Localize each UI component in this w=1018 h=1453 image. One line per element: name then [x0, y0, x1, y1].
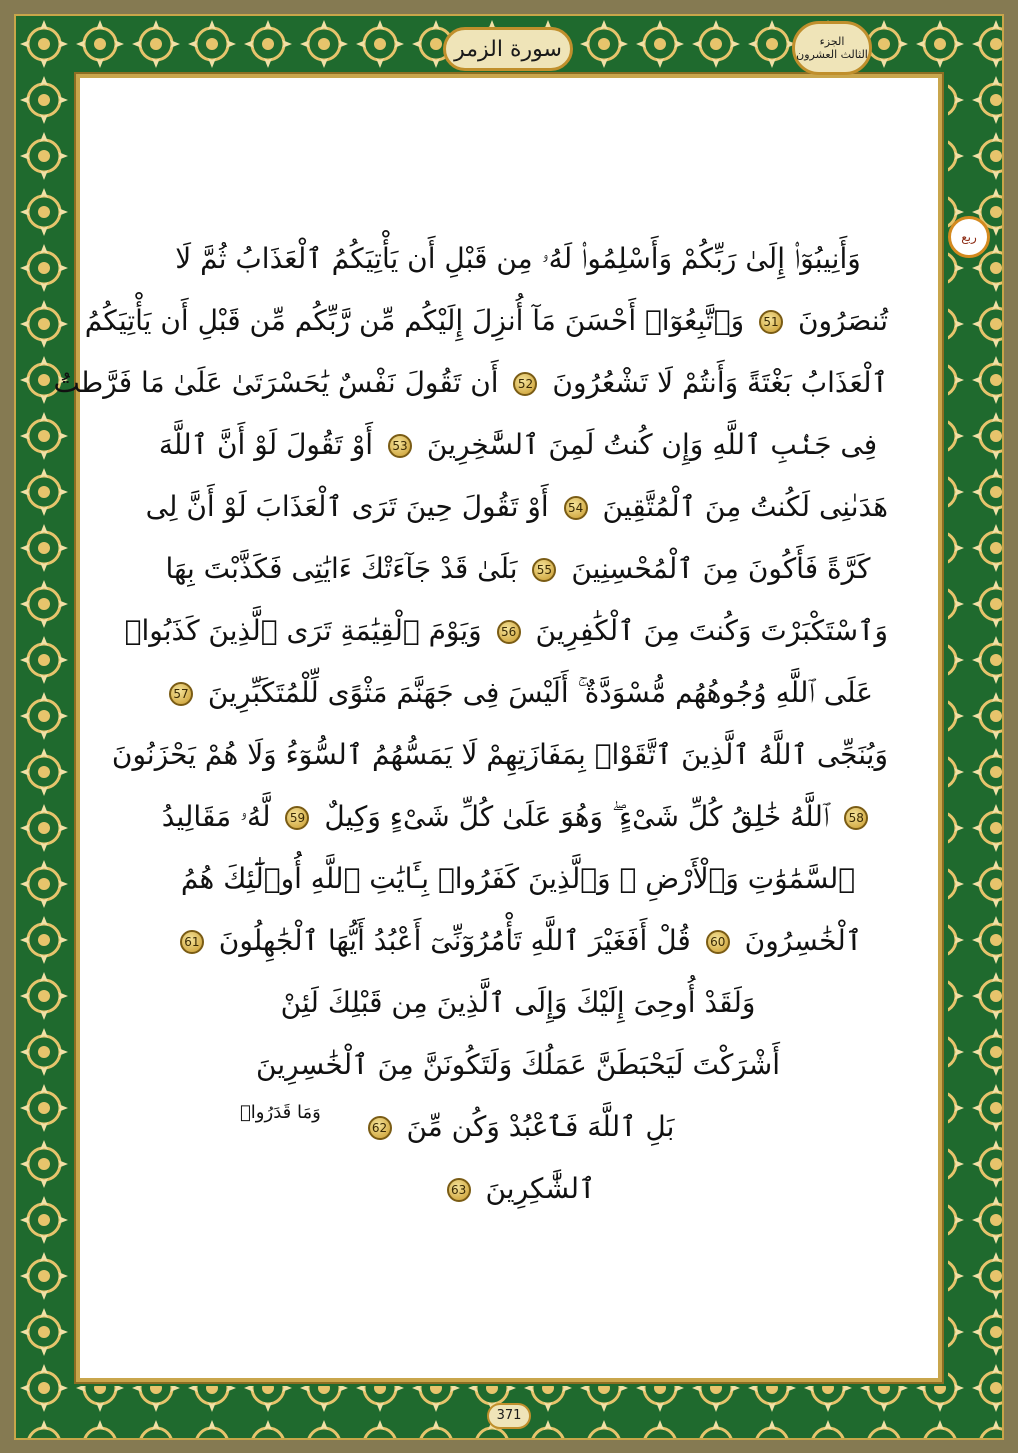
- ayah-number: 58: [844, 806, 868, 830]
- page-number: 371: [487, 1403, 531, 1429]
- ayah-number: 61: [180, 930, 204, 954]
- verse-line: [148, 538, 888, 600]
- verse-text: وَيَوْمَ ٱلْقِيَٰمَةِ تَرَى ٱلَّذِينَ كَذَبُوا۟: [124, 614, 482, 647]
- ayah-number: 62: [368, 1116, 392, 1140]
- verse-line: [148, 848, 888, 910]
- ayah-number: 51: [759, 310, 783, 334]
- juz-label: [792, 21, 872, 75]
- verse-text: وَٱتَّبِعُوٓا۟ أَحْسَنَ مَآ أُنزِلَ إِلَيْكُم مِّن رَّبِّكُم مِّن قَبْلِ أَن يَأْتِيَكُمُ: [84, 304, 745, 337]
- verse-line: [124, 600, 888, 662]
- verse-line: [145, 476, 888, 538]
- ayah-number: 59: [285, 806, 309, 830]
- juz-label-line1: الجزء: [819, 35, 845, 48]
- verse-text: هَدَىٰنِى لَكُنتُ مِنَ ٱلْمُتَّقِينَ: [602, 490, 888, 523]
- verse-text: عَلَى ٱللَّهِ وُجُوهُهُم مُّسْوَدَّةٌ ۚ أَلَيْسَ فِى جَهَنَّمَ مَثْوًى لِّلْمُتَكَبِّرِينَ: [207, 676, 874, 709]
- ayah-number: 56: [497, 620, 521, 644]
- verse-text: ٱلسَّمَٰوَٰتِ وَٱلْأَرْضِ ۗ وَٱلَّذِينَ كَفَرُوا۟ بِـَٔايَٰتِ ٱللَّهِ أُو۟لَٰٓئِكَ هُمُ: [180, 862, 856, 895]
- juz-label-line2: الثالث العشرون: [796, 48, 868, 61]
- catchword: وَمَا قَدَرُوا۟: [240, 1102, 321, 1123]
- ayah-number: 53: [388, 434, 412, 458]
- verse-text: أَن تَقُولَ نَفْسٌ يَٰحَسْرَتَىٰ عَلَىٰ مَا فَرَّطتُ: [53, 366, 499, 399]
- verse-text: وَيُنَجِّى ٱللَّهُ ٱلَّذِينَ ٱتَّقَوْا۟ بِمَفَازَتِهِمْ لَا يَمَسُّهُمُ ٱلسُّوٓءُ وَلَا هُمْ يَحْزَنُونَ: [111, 738, 888, 771]
- ayah-number: 55: [532, 558, 556, 582]
- ayah-number: 54: [564, 496, 588, 520]
- verse-text: لَّهُۥ مَقَالِيدُ: [161, 800, 271, 833]
- verse-text: وَٱسْتَكْبَرْتَ وَكُنتَ مِنَ ٱلْكَٰفِرِينَ: [535, 614, 888, 647]
- surah-title: سورة الزمر: [443, 27, 573, 71]
- verse-text: أَوْ تَقُولَ لَوْ أَنَّ ٱللَّهَ: [158, 428, 374, 461]
- verse-line: [148, 662, 888, 724]
- verse-line: [148, 972, 888, 1034]
- verse-line: [148, 228, 888, 290]
- verse-line: [84, 290, 888, 352]
- verse-text: وَأَنِيبُوٓا۟ إِلَىٰ رَبِّكُمْ وَأَسْلِمُوا۟ لَهُۥ مِن قَبْلِ أَن يَأْتِيَكُمُ ٱلْعَذَابُ ثُمَّ لَا: [175, 242, 861, 275]
- verse-text: كَرَّةً فَأَكُونَ مِنَ ٱلْمُحْسِنِينَ: [571, 552, 871, 585]
- verse-line: [148, 1034, 888, 1096]
- verse-line: [148, 786, 888, 848]
- ayah-number: 63: [447, 1178, 471, 1202]
- verse-line: [148, 414, 888, 476]
- verse-text: فِى جَنۢبِ ٱللَّهِ وَإِن كُنتُ لَمِنَ ٱلسَّٰخِرِينَ: [426, 428, 878, 461]
- verse-text: ٱلْعَذَابُ بَغْتَةً وَأَنتُمْ لَا تَشْعُرُونَ: [552, 366, 888, 399]
- verse-text: تُنصَرُونَ: [797, 304, 888, 337]
- verse-text: وَلَقَدْ أُوحِىَ إِلَيْكَ وَإِلَى ٱلَّذِينَ مِن قَبْلِكَ لَئِنْ: [280, 986, 756, 1019]
- verse-text: بَلَىٰ قَدْ جَآءَتْكَ ءَايَٰتِى فَكَذَّبْتَ بِهَا: [165, 552, 518, 585]
- verse-text: بَلِ ٱللَّهَ فَٱعْبُدْ وَكُن مِّنَ: [406, 1110, 675, 1143]
- verse-text: أَوْ تَقُولَ حِينَ تَرَى ٱلْعَذَابَ لَوْ أَنَّ لِى: [145, 490, 549, 523]
- ayah-number: 60: [706, 930, 730, 954]
- ayah-number: 57: [169, 682, 193, 706]
- verse-line: [148, 910, 888, 972]
- verse-text: أَشْرَكْتَ لَيَحْبَطَنَّ عَمَلُكَ وَلَتَكُونَنَّ مِنَ ٱلْخَٰسِرِينَ: [256, 1048, 780, 1081]
- verse-text: قُلْ أَفَغَيْرَ ٱللَّهِ تَأْمُرُوٓنِّىٓ أَعْبُدُ أَيُّهَا ٱلْجَٰهِلُونَ: [218, 924, 691, 957]
- rub-hizb-marker: ربع: [948, 216, 990, 258]
- verse-line: [53, 352, 888, 414]
- verse-text: ٱلشَّٰكِرِينَ: [485, 1172, 596, 1205]
- verse-text: ٱللَّهُ خَٰلِقُ كُلِّ شَىْءٍ ۖ وَهُوَ عَلَىٰ كُلِّ شَىْءٍ وَكِيلٌ: [324, 800, 830, 833]
- ayah-number: 52: [513, 372, 537, 396]
- verse-line: [148, 1158, 888, 1220]
- verses-block: [53, 228, 888, 1220]
- verse-line: [111, 724, 888, 786]
- verse-text: ٱلْخَٰسِرُونَ: [744, 924, 863, 957]
